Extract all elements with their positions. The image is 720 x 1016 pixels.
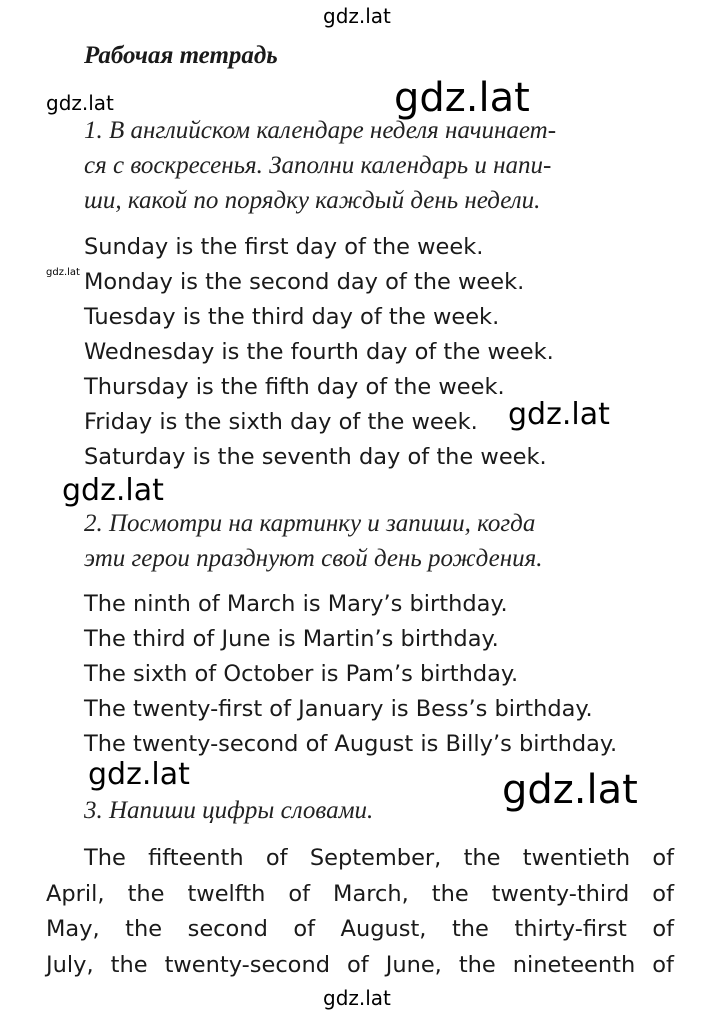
paragraph-word: The <box>84 845 126 871</box>
paragraph-word: of <box>293 916 316 942</box>
task-1-line: 1. В английском календаре неделя начинает- <box>84 117 557 144</box>
answer-line: Wednesday is the fourth day of the week. <box>84 339 554 365</box>
task-1-line: ся с воскресенья. Заполни календарь и напи- <box>84 152 552 179</box>
task-2-instructions <box>84 506 543 576</box>
paragraph-line <box>46 877 674 913</box>
answer-line: The twenty-first of January is Bess’s birthday. <box>84 696 593 722</box>
watermark-top: gdz.lat <box>323 4 391 28</box>
watermark-big-top: gdz.lat <box>394 75 530 121</box>
paragraph-word: September, <box>309 845 442 871</box>
answer-line: Monday is the second day of the week. <box>84 269 525 295</box>
task-1-answers <box>84 230 554 475</box>
answer-line: Sunday is the first day of the week. <box>84 234 484 260</box>
watermark-left-small: gdz.lat <box>46 91 114 115</box>
paragraph-word: the <box>110 951 148 978</box>
task-2-line: 2. Посмотри на картинку и запиши, когда <box>84 510 536 537</box>
paragraph-word: June, <box>385 951 442 978</box>
watermark-tiny: gdz.lat <box>46 267 80 278</box>
paragraph-word: May, <box>46 916 100 942</box>
paragraph-word: March, <box>333 880 409 907</box>
paragraph-word: twelfth <box>187 880 266 907</box>
paragraph-line <box>46 948 674 984</box>
paragraph-word: fifteenth <box>148 845 244 871</box>
task-2-answers <box>84 587 617 762</box>
paragraph-line <box>46 912 674 948</box>
paragraph-word: the <box>451 916 489 942</box>
paragraph-word: twenty-third <box>491 880 630 907</box>
paragraph-word: thirty-first <box>514 916 627 942</box>
answer-line: The ninth of March is Mary’s birthday. <box>84 591 508 617</box>
watermark-bottom: gdz.lat <box>323 986 391 1010</box>
task-1-instructions <box>84 113 556 218</box>
paragraph-line <box>46 841 674 877</box>
paragraph-word: July, <box>46 951 94 978</box>
task-3-instructions: 3. Напиши цифры словами. <box>84 797 374 824</box>
paragraph-word: August, <box>340 916 427 942</box>
answer-line: Saturday is the seventh day of the week. <box>84 444 547 470</box>
paragraph-word: the <box>458 951 496 978</box>
paragraph-word: of <box>652 916 674 942</box>
watermark-big-lower: gdz.lat <box>502 767 638 813</box>
task-2-line: эти герои празднуют свой день рождения. <box>84 545 543 572</box>
paragraph-word: of <box>347 951 369 978</box>
paragraph-word: second <box>187 916 268 942</box>
paragraph-word: of <box>652 845 674 871</box>
section-title: Рабочая тетрадь <box>84 42 278 69</box>
paragraph-word: nineteenth <box>512 951 636 978</box>
watermark-left-lower: gdz.lat <box>88 757 190 792</box>
task-1-line: ши, какой по порядку каждый день недели. <box>84 187 541 214</box>
paragraph-word: the <box>125 916 163 942</box>
paragraph-word: the <box>463 845 501 871</box>
watermark-mid-right: gdz.lat <box>508 397 610 432</box>
answer-line: The third of June is Martin’s birthday. <box>84 626 499 652</box>
watermark-left-mid: gdz.lat <box>62 473 164 508</box>
paragraph-word: twenty-second <box>164 951 330 978</box>
paragraph-word: twentieth <box>522 845 631 871</box>
answer-line: The twenty-second of August is Billy’s birthday. <box>84 731 618 757</box>
answer-line: Thursday is the fifth day of the week. <box>84 374 505 400</box>
paragraph-word: the <box>431 880 469 907</box>
answer-line: The sixth of October is Pam’s birthday. <box>84 661 519 687</box>
paragraph-word: April, <box>46 880 105 907</box>
paragraph-word: the <box>127 880 165 907</box>
answer-line: Friday is the sixth day of the week. <box>84 409 478 435</box>
task-3-answer-paragraph <box>46 841 674 983</box>
paragraph-word: of <box>288 880 311 907</box>
answer-line: Tuesday is the third day of the week. <box>84 304 500 330</box>
paragraph-word: of <box>265 845 288 871</box>
paragraph-word: of <box>652 880 674 907</box>
paragraph-word: of <box>652 951 674 978</box>
